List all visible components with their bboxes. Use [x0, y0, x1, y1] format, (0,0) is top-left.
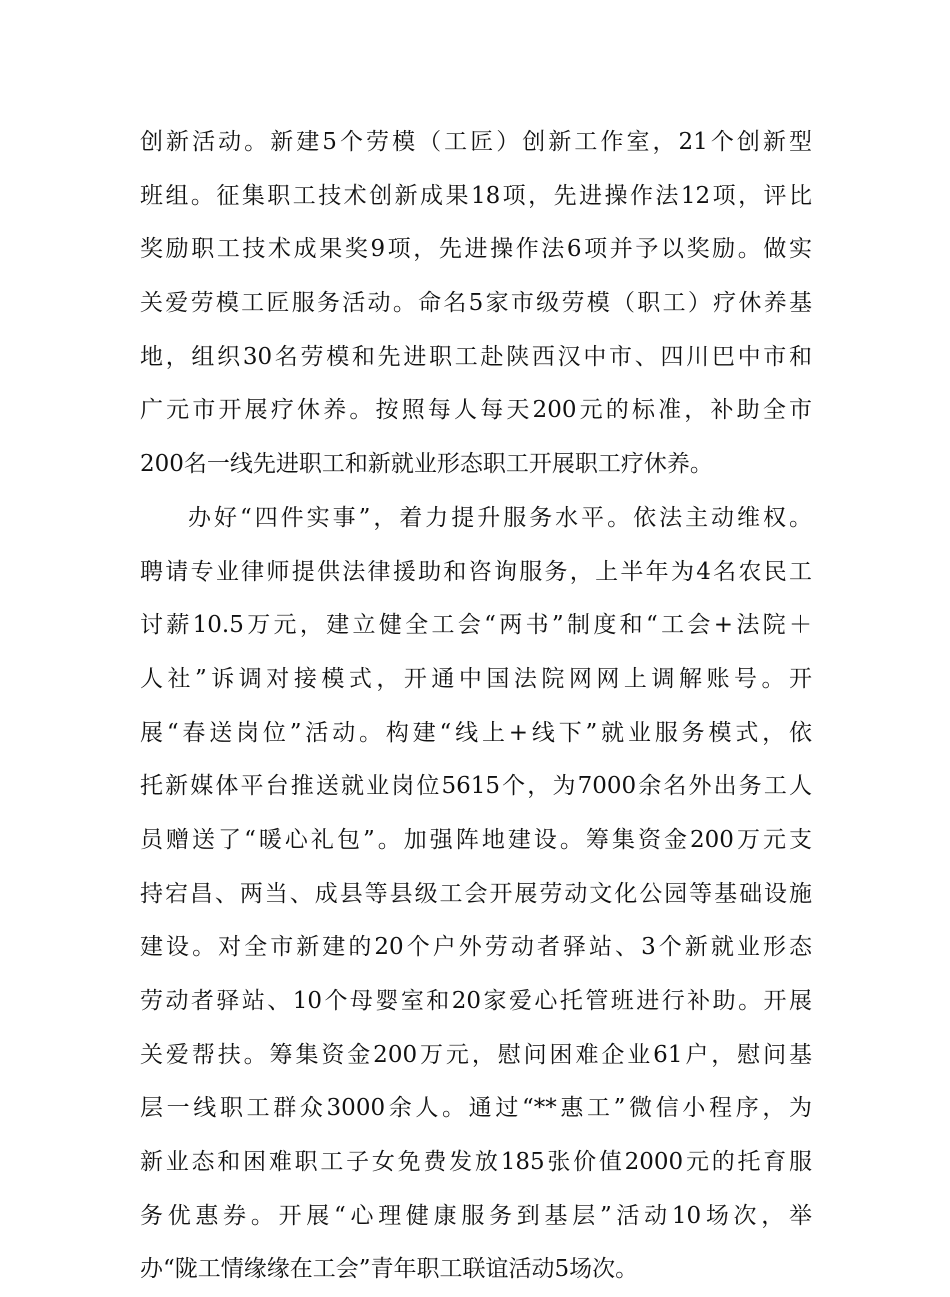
text-line: 新业态和困难职工子女免费发放185张价值2000元的托育服	[140, 1149, 812, 1176]
text-line: 托新媒体平台推送就业岗位5615个，为7000余名外出务工人	[140, 773, 812, 800]
text-line: 建设。对全市新建的20个户外劳动者驿站、3个新就业形态	[140, 934, 812, 961]
paragraph-1	[140, 116, 812, 492]
text-line: 广元市开展疗休养。按照每人每天200元的标准，补助全市	[140, 397, 812, 424]
text-line: 人社”诉调对接模式，开通中国法院网网上调解账号。开	[140, 665, 812, 692]
text-line: 展“春送岗位”活动。构建“线上+线下”就业服务模式，依	[140, 719, 812, 746]
text-line: 层一线职工群众3000余人。通过“**惠工”微信小程序，为	[140, 1095, 812, 1122]
text-line: 务优惠券。开展“心理健康服务到基层”活动10场次，举	[140, 1202, 812, 1229]
text-line: 持宕昌、两当、成县等县级工会开展劳动文化公园等基础设施	[140, 880, 812, 907]
text-line: 关爱劳模工匠服务活动。命名5家市级劳模（职工）疗休养基	[140, 290, 812, 317]
text-line: 关爱帮扶。筹集资金200万元，慰问困难企业61户，慰问基	[140, 1041, 812, 1068]
text-line: 劳动者驿站、10个母婴室和20家爱心托管班进行补助。开展	[140, 988, 812, 1014]
text-line: 办好“四件实事”，着力提升服务水平。依法主动维权。	[188, 504, 812, 531]
text-line: 讨薪10.5万元，建立健全工会“两书”制度和“工会+法院＋	[140, 612, 812, 639]
text-line: 地，组织30名劳模和先进职工赴陕西汉中市、四川巴中市和	[140, 343, 812, 370]
text-line: 200名一线先进职工和新就业形态职工开展职工疗休养。	[140, 451, 713, 478]
document-body	[140, 116, 812, 1297]
text-line: 办“陇工情缘缘在工会”青年职工联谊活动5场次。	[140, 1256, 639, 1283]
paragraph-2	[140, 492, 812, 1297]
text-line: 聘请专业律师提供法律援助和咨询服务，上半年为4名农民工	[140, 558, 812, 585]
text-line: 班组。征集职工技术创新成果18项，先进操作法12项，评比	[140, 182, 812, 209]
text-line: 员赠送了“暖心礼包”。加强阵地建设。筹集资金200万元支	[140, 826, 812, 853]
text-line: 奖励职工技术成果奖9项，先进操作法6项并予以奖励。做实	[140, 236, 812, 263]
text-line: 创新活动。新建5个劳模（工匠）创新工作室，21个创新型	[140, 129, 812, 155]
